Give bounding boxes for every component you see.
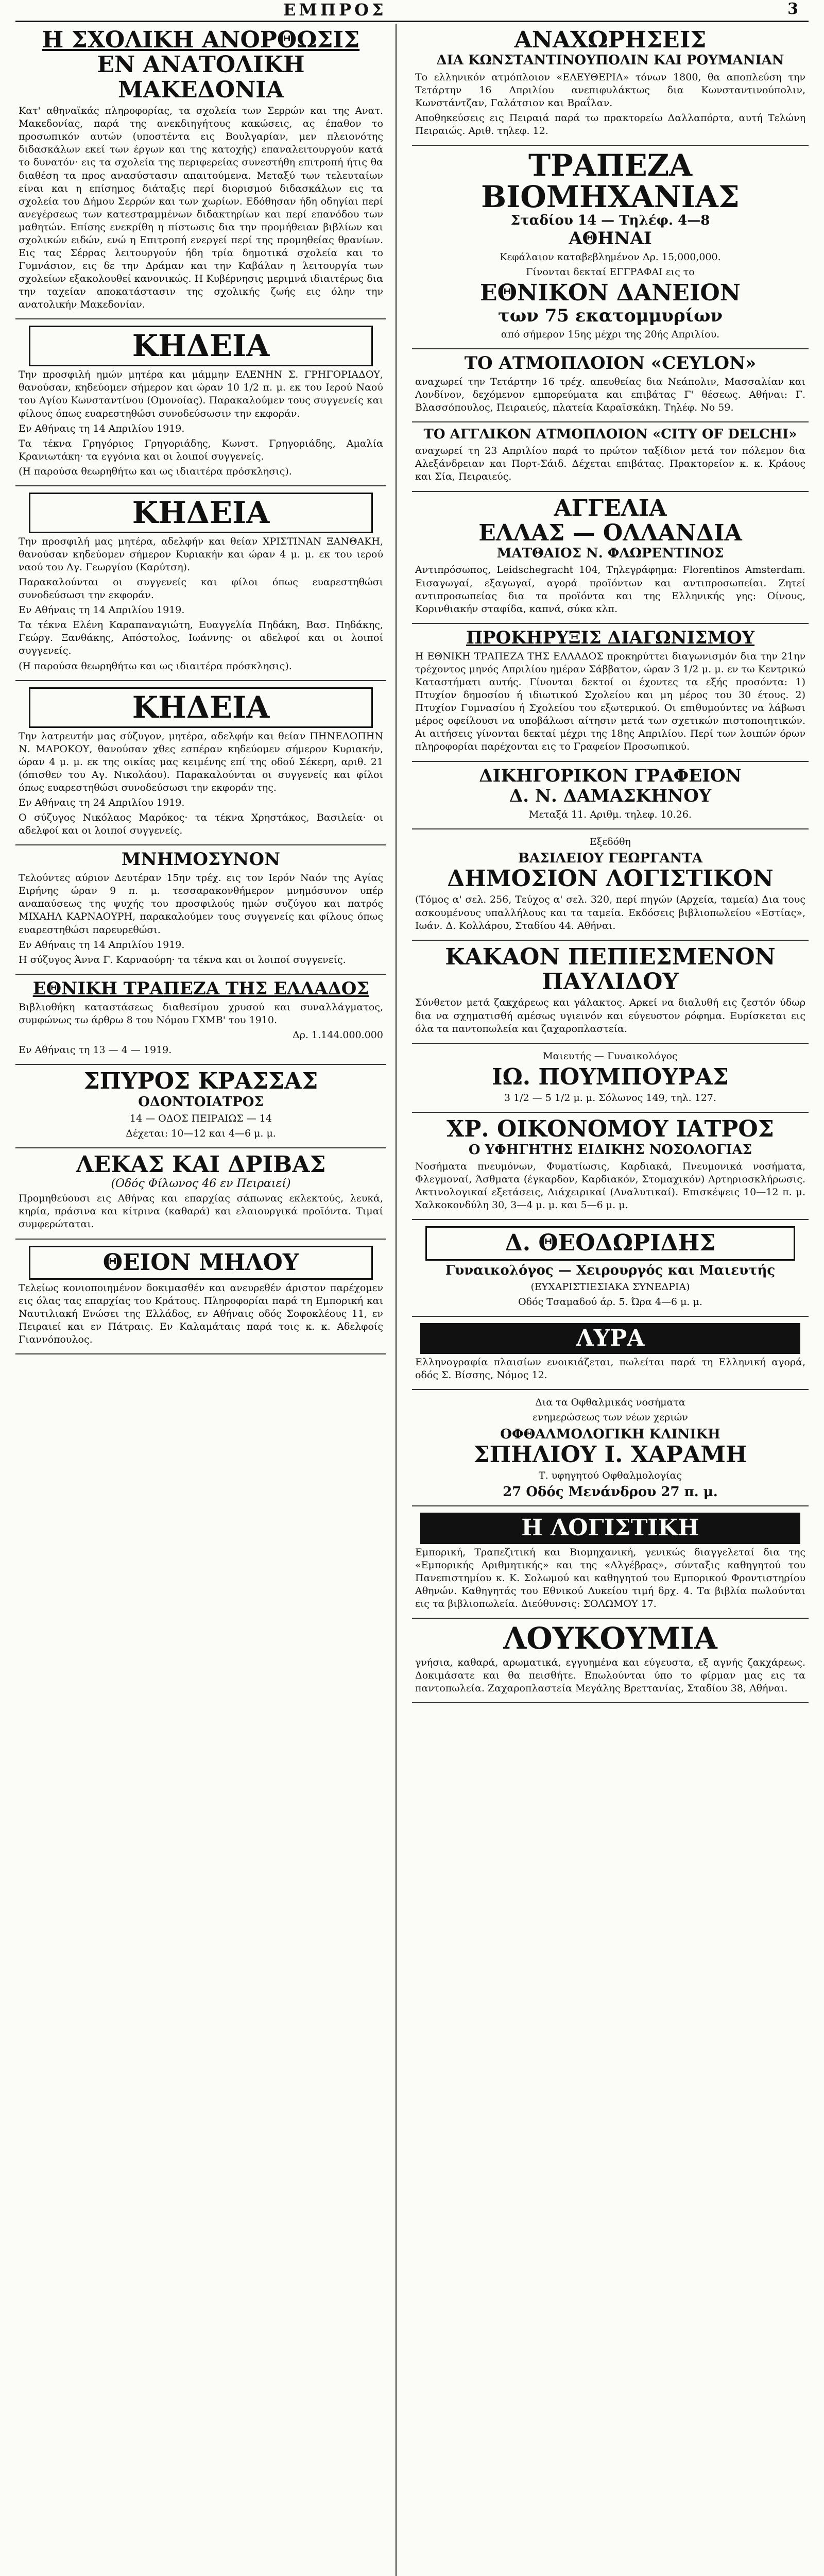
notice-signers: Η σύζυγος Άννα Γ. Καρναούρη· τα τέκνα και οι λοιποί συγγενείς. <box>19 954 346 965</box>
industrial-bank-ad <box>412 146 809 349</box>
accounting-book-ad <box>412 829 809 941</box>
ad-sub: ενημερώσεως των νέων χεριών <box>533 1412 688 1423</box>
bank-notice <box>15 975 386 1065</box>
ad-headline: ΕΛΛΑΣ — ΟΛΛΑΝΔΙΑ <box>478 519 742 546</box>
funeral-notice-3 <box>15 681 386 846</box>
ad-hours: Δέχεται: 10—12 και 4—6 μ. μ. <box>126 1127 276 1139</box>
ad-body: Νοσήματα πνευμόνων, Φυματίωσις, Καρδιακά, Πνευμονικά νοσήματα, Φλεγμοναί, Άσθματα (έγκαρδον, Καρδιακόν, Στομαχικόν) Αρτηριοσκλήρωσις. Ακτινολογικαί εξετάσεις, Διάχειρικαί (Αναλυτικαί). Επισκέψεις 10—12 π. μ. Χαλκοκονδύλη 30, 3—4 μ. μ. και 5—6 μ. μ. <box>415 1160 805 1211</box>
masthead-title: ΕΜΠΡΟΣ <box>283 0 387 20</box>
ad-pre: Εξεδόθη <box>590 836 631 848</box>
masthead <box>15 0 809 22</box>
notice-title: ΠΡΟΚΗΡΥΞΙΣ ΔΙΑΓΩΝΙΣΜΟΥ <box>466 627 755 648</box>
ad-address: Σταδίου 14 — Τηλέφ. 4—8 <box>510 212 710 228</box>
notice-note: (Η παρούσα θεωρηθήτω και ως ιδιαιτέρα πρόσκλησις). <box>19 660 292 672</box>
loan-subtitle: των 75 εκατομμυρίων <box>497 305 723 326</box>
notice-date: Εν Αθήναις τη 14 Απριλίου 1919. <box>19 422 185 434</box>
notice-date: Εν Αθήναις τη 14 Απριλίου 1919. <box>19 604 185 616</box>
notice-date: Εν Αθήναις τη 13 — 4 — 1919. <box>19 1044 172 1056</box>
ad-address: Οδός Τσαμαδού άρ. 5. Ώρα 4—6 μ. μ. <box>518 1296 702 1308</box>
ad-address: 14 — ΟΔΟΣ ΠΕΙΡΑΙΩΣ — 14 <box>129 1112 272 1124</box>
cocoa-ad <box>412 941 809 1044</box>
article-subtitle: ΕΝ ΑΝΑΤΟΛΙΚΗ ΜΑΚΕΔΟΝΙΑ <box>97 52 305 103</box>
article-schools <box>15 24 386 319</box>
ad-title: ΛΥΡΑ <box>420 1323 800 1354</box>
ad-subtitle: ΠΑΥΛΙΔΟΥ <box>542 969 679 995</box>
notice-body: Την λατρευτήν μας σύζυγον, μητέρα, αδελφήν και θείαν ΠΗΝΕΛΟΠΗΝ Ν. ΜΑΡΟΚΟΥ, θανούσαν χθες εσπέραν κηδεύομεν σήμερον Κυριακήν, ώραν 4 μ. μ. εκ της οικίας μας κειμένης επί της οδού Σέκερη, αριθ. 21 (όπισθεν του Αγ. Νικολάου). Παρακαλούνται οι συγγενείς και φίλοι όπως ευαρεστηθώσι συνοδεύσωσι την εκφοράν της. <box>19 730 383 793</box>
ad-title: ΙΩ. ΠΟΥΜΠΟΥΡΑΣ <box>491 1063 729 1090</box>
dentist-ad <box>15 1065 386 1148</box>
lawyer-ad <box>412 762 809 829</box>
right-column <box>412 24 809 2576</box>
ad-agency: Αποθηκεύσεις εις Πειραιά παρά τω πρακτορείω Δαλλαπόρτα, αυτή Τελώνη Πειραιώς. Αριθ. τηλεφ. 12. <box>415 112 805 137</box>
ad-title: ΤΡΑΠΕΖΑ ΒΙΟΜΗΧΑΝΙΑΣ <box>481 147 740 214</box>
ad-note: (ΕΥΧΑΡΙΣΤΙΕΣΙΑΚΑ ΣΥΝΕΔΡΙΑ) <box>530 1281 690 1293</box>
ad-body: Ελληνογραφία πλαισίων ενοικιάζεται, πωλείται παρά τη Ελληνική αγορά, οδός Σ. Βίσσης, Νόμος 12. <box>415 1357 805 1381</box>
ad-subtitle: ΟΔΟΝΤΟΙΑΤΡΟΣ <box>138 1094 264 1110</box>
ad-street: 27 Οδός Μενάνδρου 27 π. μ. <box>503 1484 718 1500</box>
ad-subtitle: Ο ΥΦΗΓΗΤΗΣ ΕΙΔΙΚΗΣ ΝΟΣΟΛΟΓΙΑΣ <box>468 1142 752 1158</box>
ad-subtitle: (Οδός Φίλωνος 46 εν Πειραιεί) <box>111 1177 291 1191</box>
ad-city: ΑΘΗΝΑΙ <box>569 228 652 249</box>
loan-note: από σήμερον 15ης μέχρι της 20ής Απριλίου. <box>501 328 720 340</box>
tender-notice <box>412 624 809 762</box>
loukoumia-ad <box>412 1619 809 1703</box>
notice-title: ΕΘΝΙΚΗ ΤΡΑΠΕΖΑ ΤΗΣ ΕΛΛΑΔΟΣ <box>32 978 369 999</box>
ad-body: Αντιπρόσωπος, Leidschegracht 104, Τηλεγράφημα: Florentinos Amsterdam. Εισαγωγαί, εξαγωγαί, αγορά προϊόντων και αντιπροσωπείαι. Ζητεί αντιπροσωπείας δια τα προϊόντα και της Ελληνικής γης: Οίνους, Κορινθιακήν σταφίδα, καπνά, σύκα κλπ. <box>415 564 805 615</box>
ad-title: ΔΗΜΟΣΙΟΝ ΛΟΓΙΣΤΙΚΟΝ <box>447 866 774 892</box>
article-title: Η ΣΧΟΛΙΚΗ ΑΝΟΡΘΩΣΙΣ <box>42 27 360 53</box>
notice-signers: Ο σύζυγος Νικόλαος Μαρόκος· τα τέκνα Χρηστάκος, Βασιλεία· οι αδελφοί και οι λοιποί συγγενείς. <box>19 811 383 837</box>
notice-signers: Τα τέκνα Ελένη Καραπαναγιώτη, Ευαγγελία Πηδάκη, Βασ. Πηδάκης, Γεώργ. Ξανθάκης, Απόστολος, Ιωάννης· οι αδελφοί και οι λοιποί συγγενείς. <box>19 619 383 657</box>
ad-author: ΒΑΣΙΛΕΙΟΥ ΓΕΩΡΓΑΝΤΑ <box>518 850 702 866</box>
notice-title: ΚΗΔΕΙΑ <box>29 326 373 366</box>
ad-title: Η ΛΟΓΙΣΤΙΚΗ <box>420 1513 800 1544</box>
ad-body: αναχωρεί την Τετάρτην 16 τρέχ. απευθείας δια Νεάπολιν, Μασσαλίαν και Λονδίνον, δεχόμενον εμπορεύματα και επιβάτας Γ' θέσεως. Αθήναι: Γ. Βλασσόπουλος, Πειραιεύς, πλατεία Καραϊσκάκη. Τηλέφ. Νο 59. <box>415 376 805 413</box>
ad-body: Προμηθεύουσι εις Αθήνας και επαρχίας σάπωνας εκλεκτούς, λευκά, κηρία, πράσινα και κίτρινα (καθαρά) και ελαιουργικά προϊόντα. Τιμαί συμφερώταται. <box>19 1193 383 1230</box>
loan-title: ΕΘΝΙΚΟΝ ΔΑΝΕΙΟΝ <box>480 280 741 307</box>
ad-title: ΣΠΥΡΟΣ ΚΡΑΣΣΑΣ <box>83 1068 318 1095</box>
notice-ad <box>412 492 809 624</box>
notice-note: (Η παρούσα θεωρηθήτω και ως ιδιαιτέρα πρόσκλησις). <box>19 465 292 477</box>
ad-name: ΜΑΤΘΑΙΟΣ Ν. ΦΛΩΡΕΝΤΙΝΟΣ <box>496 546 724 562</box>
bank-amount: Δρ. 1.144.000.000 <box>293 1029 383 1041</box>
ad-subtitle: Γυναικολόγος — Χειρουργός και Μαιευτής <box>445 1262 776 1278</box>
departures-ad <box>412 24 809 146</box>
ad-body: γνήσια, καθαρά, αρωματικά, εγγυημένα και εύγευστα, εξ αγνής ζακχάρεως. Δοκιμάσατε και θα πεισθήτε. Επωλούνται ύπο το φίρμαν μας εις τα παντοπωλεία. Ζαχαροπλαστεία Μεγάλης Βρεττανίας, Σταδίου 38, Αθήναι. <box>415 1657 805 1694</box>
notice-body: Βιβλιοθήκη καταστάσεως διαθεσίμου χρυσού και συναλλάγματος, συμφώνως τω άρθρω 8 του Νόμου ΓΧΜΒ' του 1910. <box>19 1001 383 1026</box>
sulfur-ad <box>15 1240 386 1355</box>
ad-title: ΑΓΓΕΛΙΑ <box>554 495 667 521</box>
ad-title: ΔΙΚΗΓΟΡΙΚΟΝ ΓΡΑΦΕΙΟΝ <box>479 765 742 786</box>
ad-address: Τ. υφηγητού Οφθαλμολογίας <box>538 1470 682 1482</box>
notice-title: ΚΗΔΕΙΑ <box>29 493 373 533</box>
ad-hours: 3 1/2 — 5 1/2 μ. μ. Σόλωνος 149, τηλ. 127. <box>504 1092 717 1104</box>
ad-pre: Μαιευτής — Γυναικολόγος <box>543 1050 678 1062</box>
ad-body: (Τόμος α' σελ. 256, Τεύχος α' σελ. 320, περί πηγών (Αρχεία, ταμεία) Δια τους ασκουμένους υπαλλήλους και τα ταμεία. Εκδόσεις βιβλιοπωλείου «Εστίας», Ιωάν. Δ. Κολλάρου, Σταδίου 44. Αθήναι. <box>415 894 805 931</box>
logistics-book-ad <box>412 1506 809 1619</box>
doctor-poumpouras-ad <box>412 1044 809 1113</box>
funeral-notice-1 <box>15 319 386 486</box>
notice-date: Εν Αθήναις τη 14 Απριλίου 1919. <box>19 939 185 951</box>
ad-body: Το ελληνικόν ατμόπλοιον «ΕΛΕΥΘΕΡΙΑ» τόνων 1800, θα αποπλεύση την Τετάρτην 16 Απριλίου ανεπιφυλάκτως δια Κωνσταντινούπολιν, Κωνστάντζαν, Γαλάτσιον και Βραΐλαν. <box>415 71 805 109</box>
notice-title: ΜΝΗΜΟΣΥΝΟΝ <box>121 849 281 870</box>
ad-title: ΧΡ. ΟΙΚΟΝΟΜΟΥ ΙΑΤΡΟΣ <box>447 1116 774 1143</box>
ad-title: ΤΟ ΑΤΜΟΠΛΟΙΟΝ «CEYLON» <box>464 352 757 374</box>
ad-subtitle: ΔΙΑ ΚΩΝΣΤΑΝΤΙΝΟΥΠΟΛΙΝ ΚΑΙ ΡΟΥΜΑΝΙΑΝ <box>436 53 784 69</box>
ad-title: ΘΕΙΟΝ ΜΗΛΟΥ <box>29 1246 373 1280</box>
ad-body: Σύνθετον μετά ζακχάρεως και γάλακτος. Αρκεί να διαλυθή εις ζεστόν ύδωρ δια να σχηματισθή αμέσως υγιεινόν και εύγευστον ρόφημα. Ευρίσκεται εις όλα τα παντοπωλεία και ζαχαροπλαστεία. <box>415 997 805 1035</box>
ad-title: ΛΟΥΚΟΥΜΙΑ <box>503 1621 717 1656</box>
notice-signers: Τα τέκνα Γρηγόριος Γρηγοριάδης, Κωνστ. Γρηγοριάδης, Αμαλία Κρανιωτάκη· τα εγγόνια και οι λοιποί συγγενείς. <box>19 437 383 462</box>
lyra-ad <box>412 1317 809 1391</box>
ad-body: Εμπορική, Τραπεζιτική και Βιομηχανική, γενικώς διαγγελεταί δια της «Εμπορικής Αριθμητικής» και της «Αλγέβρας», σύνταξις καθηγητού του Πανεπιστημίου κ. Κ. Σολωμού και καθηγητού του Εμπορικού Φροντιστηρίου Αθηνών. Καθηγητάς του Εθνικού Λυκείου τιμή δρχ. 4. Τα βιβλία πωλούνται εις τα βιβλιοπωλεία. Διεύθυνσις: ΣΟΛΩΜΟΥ 17. <box>415 1546 805 1610</box>
ad-clinic: ΟΦΘΑΛΜΟΛΟΓΙΚΗ ΚΛΙΝΙΚΗ <box>500 1426 720 1442</box>
newspaper-page <box>15 0 809 2576</box>
ad-body: αναχωρεί τη 23 Απριλίου παρά το πρώτον ταξίδιον μετά τον πόλεμον δια Αλεξάνδρειαν και Πορτ-Σάιδ. Δέχεται επιβάτας. Πρακτορείον κ. κ. Κράους και Σία, Πειραιεύς. <box>415 445 805 483</box>
page-number: 3 <box>787 0 798 18</box>
doctor-theodoridis-ad <box>412 1220 809 1317</box>
ad-pre: Δια τα Οφθαλμικάς νοσήματα <box>535 1397 685 1409</box>
ad-title: ΛΕΚΑΣ ΚΑΙ ΔΡΙΒΑΣ <box>76 1151 326 1178</box>
funeral-notice-2 <box>15 486 386 681</box>
soap-ad <box>15 1148 386 1240</box>
doctor-oikonomou-ad <box>412 1113 809 1220</box>
notice-date: Εν Αθήναις τη 24 Απριλίου 1919. <box>19 796 185 808</box>
ad-name: Δ. Ν. ΔΑΜΑΣΚΗΝΟΥ <box>509 785 712 806</box>
ad-body: Τελείως κονιοποιημένον δοκιμασθέν και ανευρεθέν άριστον παρέχομεν εις όλας τας επαρχίας του Κράτους. Πληροφορίαι παρά τη Εμπορική και Ναυτιλιακή Ενώσει της Ελλάδος, εν Αθήναις οδός Σοφοκλέους 11, εν Πειραιεί και εν Πάτραις. Εν Καλαμάταις παρά τοις κ. κ. Αδελφοίς Γιαννόπουλος. <box>19 1282 383 1346</box>
left-column <box>15 24 397 2576</box>
ad-title: ΚΑΚΑΟΝ ΠΕΠΙΕΣΜΕΝΟΝ <box>445 943 776 970</box>
ad-body: Γίνονται δεκταί ΕΓΓΡΑΦΑΙ εις το <box>526 266 695 278</box>
delhi-ad <box>412 422 809 492</box>
memorial-notice <box>15 845 386 975</box>
ad-capital: Κεφάλαιον καταβεβλημένον Δρ. 15,000,000. <box>500 251 721 263</box>
article-body: Κατ' αθηναϊκάς πληροφορίας, τα σχολεία των Σερρών και της Ανατ. Μακεδονίας, παρά της ανεκδιηγήτους κακώσεις, ας έπαθον το προσωπικόν αυτών (υποστέντα εις Βουλγαρίαν, μεν πλειονότης διδασκάλων εκεί των έργων και της κατοχής) επαναλειτουργούν κατά το δυνατόν· εις τα σχολεία της περιφερείας συνεστήθη επιτροπή ήτις θα διαθέση τα προς ανασύστασιν απαιτούμενα. Μεταξύ των τελευταίων είναι και η επίσημος διάταξις περί διορισμού διδασκάλων εις τα σχολεία του Δήμου Σερρών και των χωρίων. Εδόθησαν ήδη οδηγίαι περί ανεγέρσεως των κατεστραμμένων διδακτηρίων και περί επανόδου των μαθητών. Επίσης ενεκρίθη η πίστωσις δια την προμήθειαν βιβλίων και σχολικών ειδών, ενώ η Επιτροπή ενεργεί περί της προμηθείας θρανίων. Εις τας Σέρρας λειτουργούν ήδη τρία δημοτικά σχολεία και το Γυμνάσιον, εις δε την Δράμαν και την Καβάλαν η λειτουργία των σχολείων εξακολουθεί κανονικώς. Η Κυβέρνησις μεριμνά ιδιαιτέρως δια την ταχείαν αποκατάστασιν της σχολικής ζωής εις όλην την ανατολικήν Μακεδονίαν. <box>19 105 383 311</box>
ad-title: ΣΠΗΛΙΟΥ Ι. ΧΑΡΑΜΗ <box>473 1441 747 1468</box>
notice-body: Την προσφιλή ημών μητέρα και μάμμην ΕΛΕΝΗΝ Σ. ΓΡΗΓΟΡΙΑΔΟΥ, θανούσαν, κηδεύομεν σήμερον και ώραν 10 1/2 π. μ. εκ του Ιερού Ναού του Αγίου Κωνσταντίνου (Ομονοίας). Παρακαλούμεν τους συγγενείς και φίλους όπως ευαρεστηθώσι συνοδεύσωσιν την εκφοράν. <box>19 369 383 419</box>
ad-title: ΑΝΑΧΩΡΗΣΕΙΣ <box>514 27 707 53</box>
ad-address: Μεταξά 11. Αριθμ. τηλεφ. 10.26. <box>528 808 692 820</box>
ad-title: Δ. ΘΕΟΔΩΡΙΔΗΣ <box>425 1226 795 1260</box>
notice-body: Την προσφιλή μας μητέρα, αδελφήν και θείαν ΧΡΙΣΤΙΝΑΝ ΞΑΝΘΑΚΗ, θανούσαν κηδεύομεν σήμερον Κυριακήν και ώραν 4 μ. μ. εκ του ιερού ναού του Αγ. Γεωργίου (Καρύτση). <box>19 535 383 573</box>
ad-title: ΤΟ ΑΓΓΛΙΚΟΝ ΑΤΜΟΠΛΟΙΟΝ «CITY OF DELCHI» <box>423 427 797 443</box>
eye-clinic-ad <box>412 1390 809 1506</box>
notice-body-2: Παρακαλούνται οι συγγενείς και φίλοι όπως ευαρεστηθώσι συνοδεύσωσι την εκφοράν. <box>19 577 383 601</box>
notice-body: Τελούντες αύριον Δευτέραν 15ην τρέχ. εις τον Ιερόν Ναόν της Αγίας Ειρήνης ώραν 9 π. μ. τεσσαρακονθήμερον μνημόσυνον υπέρ αναπαύσεως της ψυχής του προσφιλούς ημών συζύγου και πατρός ΜΙΧΑΗΛ ΚΑΡΝΑΟΥΡΗ, παρακαλούμεν τους συγγενείς και φίλους όπως ευαρεστηθώσι παρευρεθώσι. <box>19 872 383 936</box>
notice-title: ΚΗΔΕΙΑ <box>29 687 373 728</box>
notice-body: Η ΕΘΝΙΚΗ ΤΡΑΠΕΖΑ ΤΗΣ ΕΛΛΑΔΟΣ προκηρύττει διαγωνισμόν δια την 21ην τρέχοντος μηνός Απριλίου ημέραν Σάββατον, ώραν 3 1/2 μ. μ. εν τω Κεντρικώ Καταστήματι αυτής. Γίνονται δεκτοί οι έχοντες τα εξής προσόντα: 1) Πτυχίον δημοσίου ή ιδιωτικού Σχολείου και μη μέρος του 30 έτους. 2) Πτυχίον Γυμνασίου ή Σχολείου του εξωτερικού. Οι επιθυμούντες να λάβωσι μέρος οφείλουσι να υποβάλωσι αίτησιν μετά των σχετικών πιστοποιητικών. Αι αιτήσεις γίνονται δεκταί μέχρι της 18ης Απριλίου. Περί των λοιπών όρων πληροφορίαι παρέχονται εις το Γραφείον Προσωπικού. <box>415 650 805 753</box>
ceylon-ad <box>412 349 809 422</box>
